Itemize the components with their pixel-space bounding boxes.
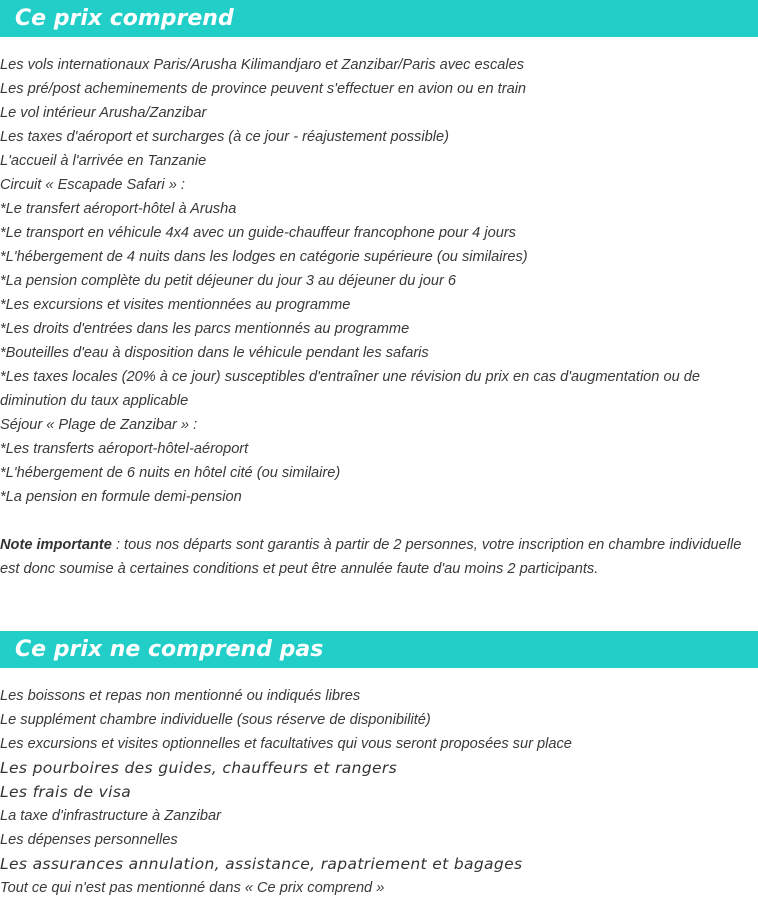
- list-item: L'accueil à l'arrivée en Tanzanie: [0, 153, 207, 169]
- list-item: *L'hébergement de 4 nuits dans les lodges en catégorie supérieure (ou similaires): [0, 249, 528, 265]
- excludes-list: [0, 684, 752, 900]
- list-item: Les excursions et visites optionnelles et facultatives qui vous seront proposées sur place: [0, 736, 572, 752]
- list-item: *Les excursions et visites mentionnées au programme: [0, 297, 351, 313]
- list-item: Les dépenses personnelles: [0, 832, 178, 848]
- list-item: Les vols internationaux Paris/Arusha Kilimandjaro et Zanzibar/Paris avec escales: [0, 57, 525, 73]
- list-item: Les pré/post acheminements de province peuvent s'effectuer en avion ou en train: [0, 81, 527, 97]
- list-item: Circuit « Escapade Safari » :: [0, 177, 185, 193]
- list-item: *Les droits d'entrées dans les parcs mentionnés au programme: [0, 321, 410, 337]
- note-label: Note importante: [0, 537, 112, 553]
- list-item: Le vol intérieur Arusha/Zanzibar: [0, 105, 207, 121]
- list-item: *L'hébergement de 6 nuits en hôtel cité (ou similaire): [0, 465, 341, 481]
- list-item: *Les taxes locales (20% à ce jour) susceptibles d'entraîner une révision du prix en cas d'augmentation ou de diminution du taux applicable: [0, 369, 700, 409]
- includes-list: [0, 53, 752, 581]
- list-item: *Bouteilles d'eau à disposition dans le véhicule pendant les safaris: [0, 345, 429, 361]
- list-item: *Les transferts aéroport-hôtel-aéroport: [0, 441, 249, 457]
- list-item: Les boissons et repas non mentionné ou indiqués libres: [0, 688, 361, 704]
- important-note: [0, 533, 752, 581]
- note-text: : tous nos départs sont garantis à partir de 2 personnes, votre inscription en chambre individuelle est donc soumise à certaines conditions et peut être annulée faute d'au moins 2 participants.: [0, 537, 742, 577]
- list-item: Tout ce qui n'est pas mentionné dans « Ce prix comprend »: [0, 880, 385, 896]
- list-item: Les pourboires des guides, chauffeurs et rangers: [0, 759, 398, 777]
- list-item: Les assurances annulation, assistance, rapatriement et bagages: [0, 855, 523, 873]
- list-item: *Le transfert aéroport-hôtel à Arusha: [0, 201, 237, 217]
- list-item: Les frais de visa: [0, 783, 132, 801]
- list-item: Séjour « Plage de Zanzibar » :: [0, 417, 198, 433]
- excludes-section-title: Ce prix ne comprend pas: [0, 631, 758, 668]
- list-item: Les taxes d'aéroport et surcharges (à ce jour - réajustement possible): [0, 129, 449, 145]
- spacer: [0, 509, 752, 533]
- list-item: Le supplément chambre individuelle (sous réserve de disponibilité): [0, 712, 431, 728]
- list-item: *La pension en formule demi-pension: [0, 489, 242, 505]
- list-item: La taxe d'infrastructure à Zanzibar: [0, 808, 221, 824]
- includes-section-title: Ce prix comprend: [0, 0, 758, 37]
- list-item: *La pension complète du petit déjeuner du jour 3 au déjeuner du jour 6: [0, 273, 456, 289]
- list-item: *Le transport en véhicule 4x4 avec un guide-chauffeur francophone pour 4 jours: [0, 225, 516, 241]
